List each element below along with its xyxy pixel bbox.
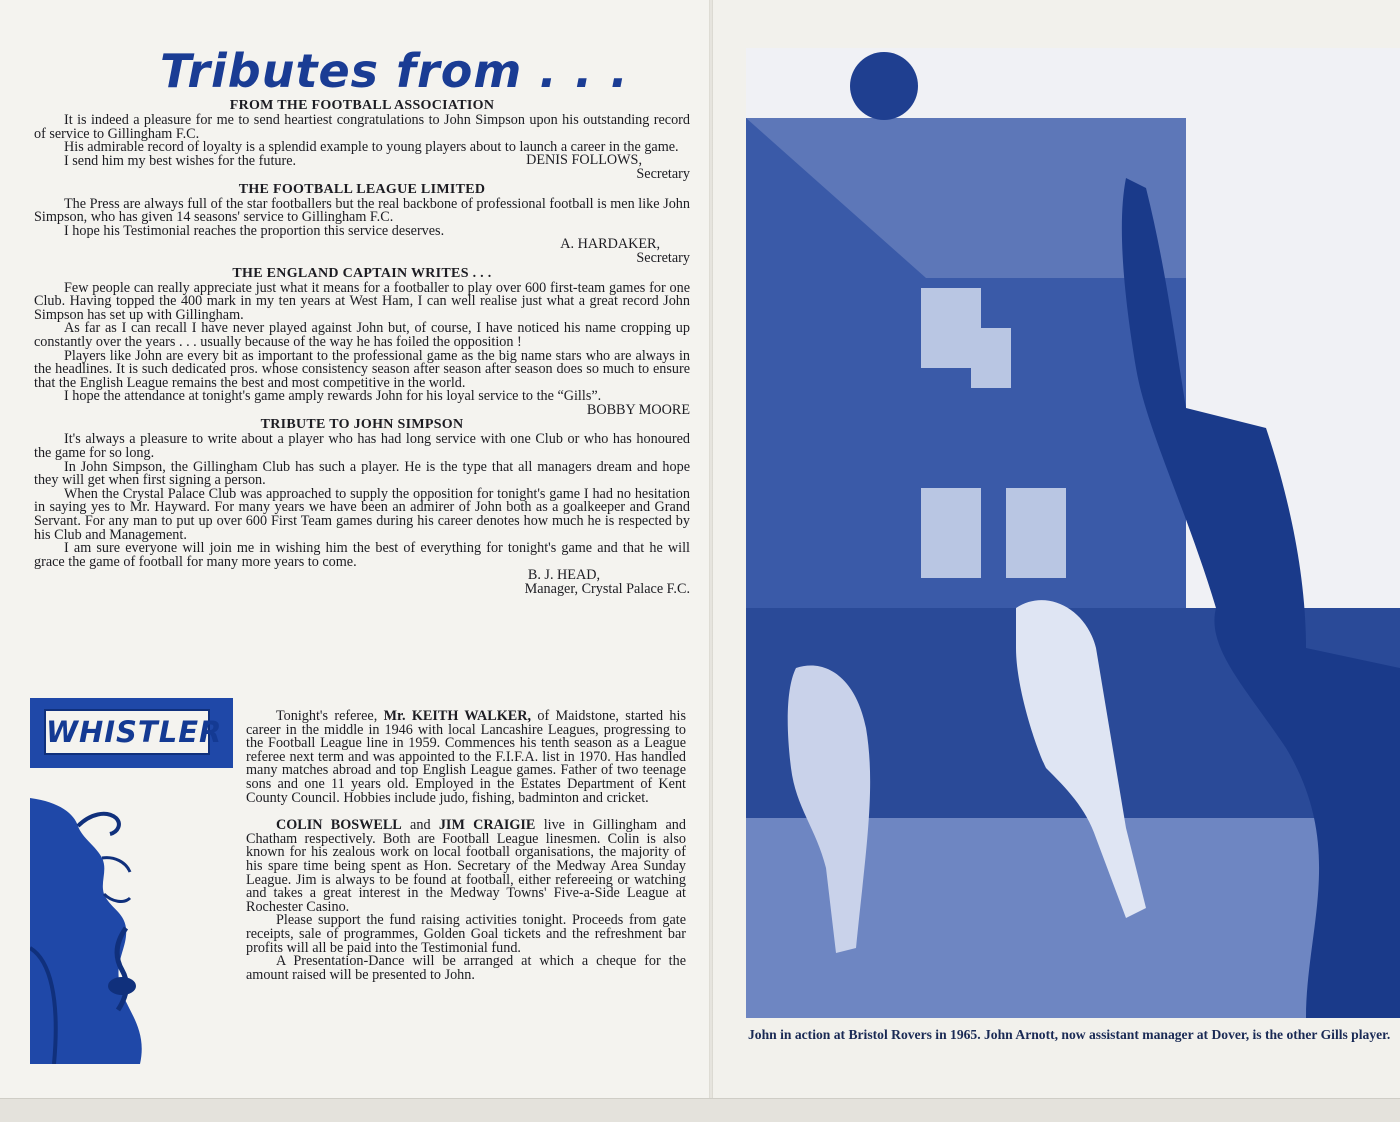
officials-column: [246, 710, 686, 982]
referee-paragraph: [246, 710, 686, 805]
signature: B. J. HEAD,: [527, 567, 600, 584]
photo-caption: John in action at Bristol Rovers in 1965. John Arnott, now assistant manager at Dover, is the other Gills player.: [748, 1027, 1391, 1042]
paragraph: The Press are always full of the star footballers but the real backbone of professional football is men like John Simpson, who has given 14 seasons' service to Gillingham F.C.: [34, 195, 690, 226]
page-title: Tributes from . . .: [160, 44, 629, 98]
paragraph: When the Crystal Palace Club was approached to supply the opposition for tonight's game I had no hesitation in saying yes to Mr. Hayward. For many years we have been an admirer of John both as a goalkeeper and Grand Servant. For any man to put up over 600 First Team games during his career denotes how much he is respected by his Club and Management.: [34, 485, 690, 543]
section-heading: TRIBUTE TO JOHN SIMPSON: [260, 417, 464, 433]
section-heading: FROM THE FOOTBALL ASSOCIATION: [229, 98, 495, 113]
paragraph: Players like John are every bit as important to the professional game as the big name stars who are always in the headlines. It is such dedicated pros. whose consistency season after season after season does so much to ensure that the English League remains the best and most competitive in the world.: [34, 347, 690, 391]
linesman-name: COLIN BOSWELL: [276, 817, 402, 834]
paragraph: Few people can really appreciate just what it means for a footballer to play over 600 first-team games for one Club. Having topped the 400 mark in my ten years at West Ham, I can well realise just what a great record John Simpson has set up with Gillingham.: [34, 279, 690, 323]
referee-face-drawing: [30, 698, 233, 1064]
page-fold: [709, 0, 713, 1121]
linesman-name: JIM CRAIGIE: [438, 817, 536, 834]
paragraph: As far as I can recall I have never played against John but, of course, I have noticed his name cropping up constantly over the years . . . usually because of the way he has foiled the opposition !: [34, 320, 690, 350]
signature-role: Secretary: [636, 249, 690, 266]
linesmen-and: and: [401, 817, 439, 834]
paragraph: I hope the attendance at tonight's game amply rewards John for his loyal service to the “Gills”.: [64, 388, 602, 405]
paragraph: In John Simpson, the Gillingham Club has such a player. He is the type that all managers dream and hope they will get when first signing a person.: [34, 458, 690, 489]
signature-role: Manager, Crystal Palace F.C.: [524, 581, 690, 597]
photo-scene: [746, 48, 1400, 1018]
dance-paragraph: A Presentation-Dance will be arranged at which a cheque for the amount raised will be presented to John.: [246, 953, 686, 983]
tributes-column: [34, 98, 690, 597]
paragraph: I send him my best wishes for the future.: [64, 152, 297, 169]
signature: DENIS FOLLOWS,: [526, 152, 642, 169]
paragraph: I hope his Testimonial reaches the proportion this service deserves.: [64, 222, 445, 239]
paragraph: It is indeed a pleasure for me to send heartiest congratulations to John Simpson upon his outstanding record of service to Gillingham F.C.: [34, 112, 690, 142]
referee-text: of Maidstone, started his career in the middle in 1946 with local Lancashire Leagues, progressing to the Football League line in 1959. Commences his tenth season as a League referee next term and was appointed to the F.I.F.A. list in 1970. Has handled many matches abroad and top English League games. Father of two teenage sons and one 11 years old. Employed in the Estates Department of Kent County Council. Hobbies include judo, fishing, badminton and cricket.: [246, 708, 686, 806]
signature-role: Secretary: [636, 165, 690, 182]
paragraph: His admirable record of loyalty is a splendid example to young players about to launch a career in the game.: [64, 139, 679, 156]
linesmen-text: live in Gillingham and Chatham respectively. Both are Football League linesmen. Colin is also known for his zealous work on local football organisations, the majority of his spare time being spent as Hon. Secretary of the Medway Area Sunday League. Jim is always to be found at football, either refereeing or watching and takes a great interest in the Medway Towns' Five-a-Side League at Rochester Casino.: [246, 817, 686, 915]
referee-intro: Tonight's referee,: [276, 708, 384, 724]
signature: BOBBY MOORE: [586, 401, 690, 418]
paragraph: It's always a pleasure to write about a player who has had long service with one Club or who has honoured the game for so long.: [34, 431, 690, 462]
linesmen-paragraph: [246, 819, 686, 914]
fund-paragraph: Please support the fund raising activities tonight. Proceeds from gate receipts, sale of programmes, Golden Goal tickets and the refreshment bar profits will all be paid into the Testimonial fund.: [246, 912, 686, 956]
section-heading: THE FOOTBALL LEAGUE LIMITED: [238, 181, 486, 197]
section-heading: THE ENGLAND CAPTAIN WRITES . . .: [232, 265, 492, 281]
whistler-label: WHISTLER: [44, 709, 210, 755]
bottom-edge: [0, 1098, 1400, 1122]
match-photograph: [746, 48, 1400, 1018]
paragraph: I am sure everyone will join me in wishing him the best of everything for tonight's game and that he will grace the game of football for many more years to come.: [34, 540, 690, 570]
whistler-illustration: [30, 698, 233, 1064]
referee-name: Mr. KEITH WALKER,: [383, 708, 532, 724]
signature: A. HARDAKER,: [560, 236, 660, 253]
